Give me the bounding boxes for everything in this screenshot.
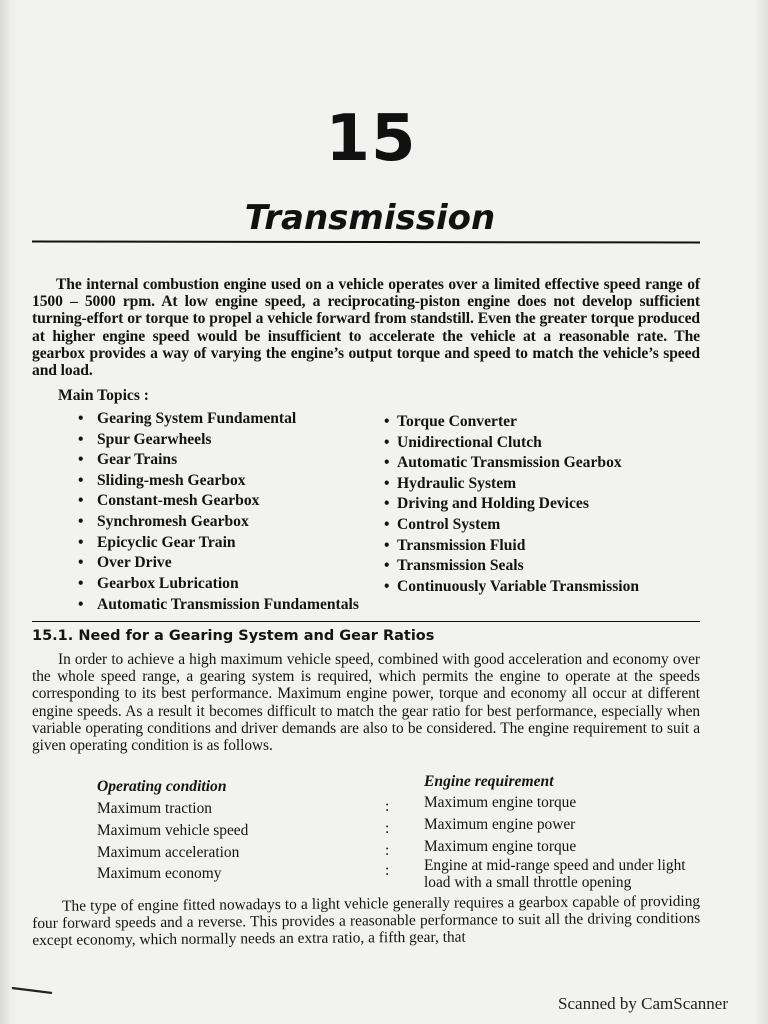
- topic-label: Automatic Transmission Gearbox: [397, 454, 622, 472]
- closing-paragraph: The type of engine fitted nowadays to a light vehicle generally requires a gearbox capable of providing four forward speeds and a reverse. This provides a reasonable performance to suit all the driving conditions except economy, which normally needs an extra ratio, a fifth gear, that: [32, 892, 701, 950]
- topics-list-right: [384, 412, 639, 597]
- separator: :: [385, 862, 390, 879]
- scan-smudge-mark: [12, 986, 54, 994]
- topic-label: Constant-mesh Gearbox: [97, 492, 260, 510]
- topic-item-last: [78, 596, 359, 614]
- bullet-icon: •: [384, 454, 390, 472]
- section-rule: [32, 621, 700, 622]
- bullet-icon: •: [78, 512, 84, 530]
- separator: :: [385, 842, 390, 859]
- topic-label: Sliding-mesh Gearbox: [97, 471, 246, 489]
- topic-item: [384, 433, 639, 454]
- topic-label: Spur Gearwheels: [97, 430, 212, 448]
- topic-label: Gearing System Fundamental: [97, 410, 297, 427]
- topic-label: Automatic Transmission Fundamentals: [97, 596, 359, 613]
- main-topics-heading: Main Topics :: [58, 387, 149, 404]
- topic-item: [78, 450, 296, 471]
- bullet-icon: •: [384, 536, 390, 554]
- bullet-icon: •: [384, 495, 390, 513]
- topic-label: Over Drive: [97, 554, 172, 572]
- chapter-title: Transmission: [244, 198, 496, 238]
- topic-item: [78, 430, 296, 451]
- topic-label: Hydraulic System: [397, 474, 517, 492]
- bullet-icon: •: [384, 557, 390, 575]
- bullet-icon: •: [78, 492, 84, 510]
- topic-label: Control System: [397, 515, 501, 533]
- engine-requirement: Engine at mid-range speed and under light load with a small throttle opening: [424, 857, 686, 891]
- topic-label: Driving and Holding Devices: [397, 495, 589, 513]
- topic-item: [384, 453, 639, 474]
- operating-condition: Maximum economy: [97, 865, 222, 882]
- topic-label: Gearbox Lubrication: [97, 574, 239, 592]
- topic-item: [78, 553, 296, 574]
- topic-item: [384, 556, 639, 577]
- scanner-watermark: Scanned by CamScanner: [558, 994, 728, 1013]
- operating-condition: Maximum acceleration: [97, 844, 240, 861]
- operating-condition: Maximum traction: [97, 800, 212, 817]
- section-paragraph: In order to achieve a high maximum vehicle speed, combined with good acceleration and economy over the whole speed range, a gearing system is required, which permits the engine to operate at the speeds corresponding to its best performance. Maximum engine power, torque and economy all occur at different engine speeds. As a result it becomes difficult to match the gear ratio for best performance, especially when variable operating conditions and driver demands are also to be considered. The engine requirement to suit a given operating condition is as follows.: [32, 651, 700, 755]
- engine-requirement: Maximum engine torque: [424, 838, 577, 855]
- bullet-icon: •: [384, 515, 390, 533]
- topics-list-left: [78, 409, 296, 594]
- bullet-icon: •: [78, 451, 84, 469]
- bullet-icon: •: [384, 433, 390, 451]
- topic-item: [384, 536, 639, 557]
- separator: :: [385, 798, 390, 815]
- engine-requirement: Maximum engine power: [424, 816, 576, 833]
- topic-label: Transmission Fluid: [397, 536, 526, 554]
- operating-condition: Maximum vehicle speed: [97, 822, 249, 839]
- topic-item: [78, 512, 296, 533]
- scan-edge-shadow-right: [754, 0, 768, 1024]
- bullet-icon: •: [78, 430, 84, 448]
- bullet-icon: •: [384, 413, 390, 430]
- topic-label: Epicyclic Gear Train: [97, 533, 236, 551]
- bullet-icon: •: [78, 410, 84, 427]
- bullet-icon: •: [78, 574, 84, 592]
- topic-item: [78, 574, 296, 595]
- bullet-icon: •: [78, 596, 84, 613]
- topic-label: Transmission Seals: [397, 557, 524, 575]
- topic-item: [384, 412, 639, 433]
- topic-label: Continuously Variable Transmission: [397, 577, 640, 595]
- topic-item: [384, 474, 639, 495]
- topic-item: [78, 409, 296, 430]
- requirements-header-requirement: Engine requirement: [424, 773, 554, 790]
- topic-item: [78, 533, 296, 554]
- bullet-icon: •: [384, 577, 390, 595]
- intro-paragraph: The internal combustion engine used on a vehicle operates over a limited effective speed range of 1500 – 5000 rpm. At low engine speed, a reciprocating-piston engine does not develop sufficient turning-effort or torque to propel a vehicle forward from standstill. Even the greater torque produced at higher engine speed would be insufficient to accelerate the vehicle at a reasonable rate. The gearbox provides a way of varying the engine’s output torque and speed to match the vehicle’s speed and load.: [32, 276, 700, 380]
- topic-item: [78, 491, 296, 512]
- bullet-icon: •: [78, 471, 84, 489]
- title-rule: [32, 241, 700, 244]
- bullet-icon: •: [78, 554, 84, 572]
- topic-item: [384, 577, 639, 598]
- section-heading: 15.1. Need for a Gearing System and Gear Ratios: [32, 628, 435, 644]
- topic-label: Gear Trains: [97, 451, 178, 469]
- topic-label: Unidirectional Clutch: [397, 433, 542, 451]
- topic-item: [78, 471, 296, 492]
- topic-label: Synchromesh Gearbox: [97, 512, 249, 530]
- separator: :: [385, 820, 390, 837]
- requirements-header-condition: Operating condition: [97, 778, 227, 795]
- bullet-icon: •: [78, 533, 84, 551]
- bullet-icon: •: [384, 474, 390, 492]
- chapter-number: 15: [325, 102, 417, 176]
- engine-requirement: Maximum engine torque: [424, 794, 577, 811]
- topic-label: Torque Converter: [397, 413, 517, 430]
- topic-item: [384, 515, 639, 536]
- topic-item: [384, 494, 639, 515]
